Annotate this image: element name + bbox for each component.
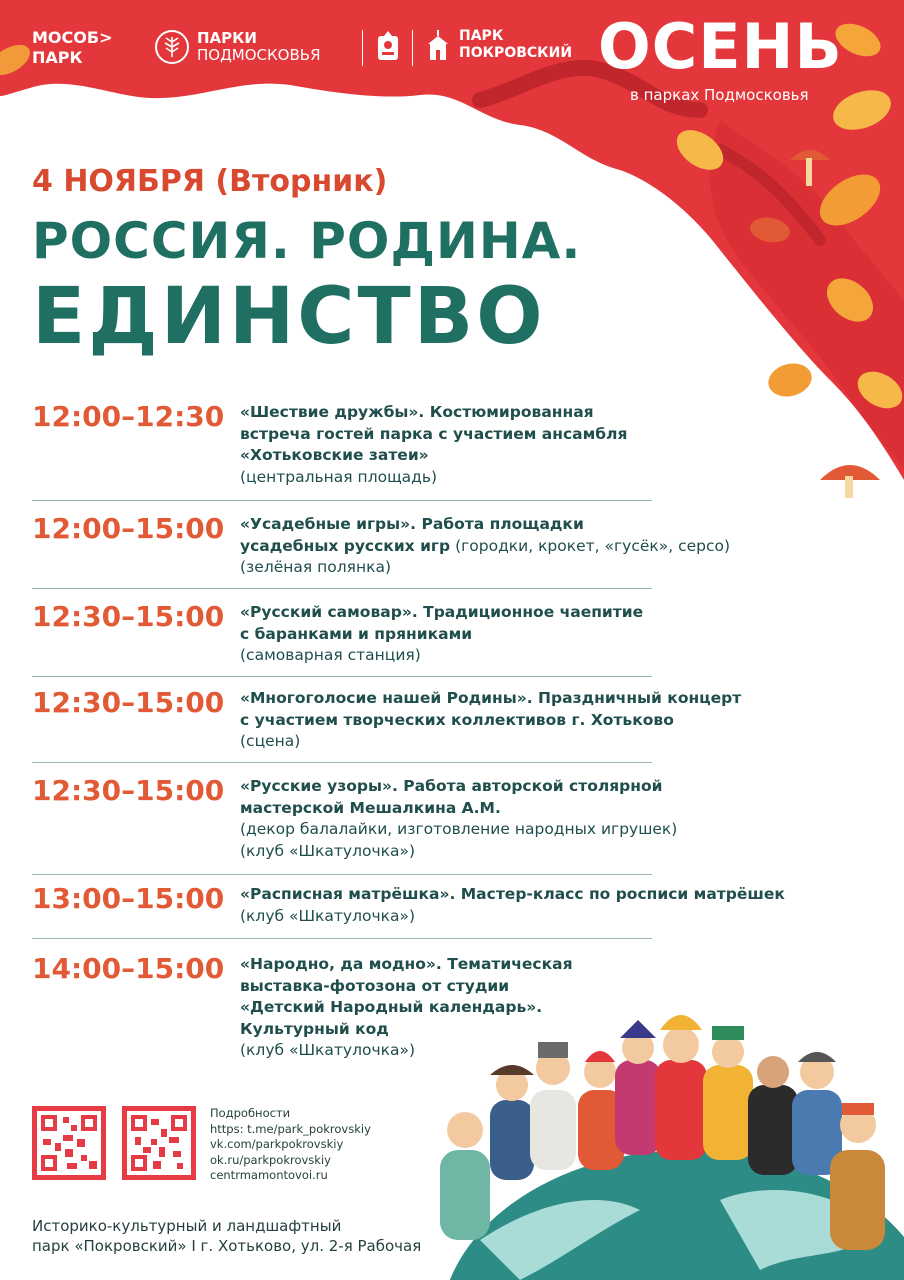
schedule-line: «Хотьковские затеи» [240, 446, 429, 464]
schedule-time: 14:00–15:00 [32, 952, 225, 985]
links-title: Подробности [210, 1106, 291, 1120]
event-date: 4 НОЯБРЯ (Вторник) [32, 164, 388, 199]
mosobpark-logo[interactable] [32, 28, 112, 68]
schedule-line: усадебных русских игр (городки, крокет, «гусёк», серсо) [240, 536, 731, 555]
schedule-line: (самоварная станция) [240, 646, 421, 664]
schedule-description [240, 688, 830, 753]
pokrov-logo-line1: ПАРК [459, 28, 504, 44]
schedule-line: «Расписная матрёшка». Мастер-класс по росписи матрёшек [240, 885, 785, 903]
logo-separator [362, 30, 363, 66]
schedule-line: мастерской Мешалкина А.М. [240, 798, 501, 817]
link-telegram[interactable]: https: t.me/park_pokrovskiy [210, 1121, 371, 1136]
pokrov-logo-line2: ПОКРОВСКИЙ [459, 45, 573, 61]
schedule-description [240, 884, 830, 927]
schedule-divider [32, 676, 652, 677]
mosobpark-logo-line2: ПАРК [32, 48, 83, 67]
schedule-description [240, 954, 830, 1062]
schedule-description [240, 514, 830, 579]
schedule-divider [32, 588, 652, 589]
schedule-divider [32, 500, 652, 501]
schedule-description [240, 776, 830, 862]
schedule-line: выставка-фотозона от студии [240, 976, 510, 995]
schedule-line: «Шествие дружбы». Костюмированная [240, 403, 594, 421]
parks-emblem-icon [155, 30, 189, 64]
schedule-line: (декор балалайки, изготовление народных игрушек) [240, 820, 678, 838]
park-address [32, 1216, 421, 1256]
logo-separator [412, 30, 413, 66]
season-subtitle: в парках Подмосковья [630, 86, 809, 104]
schedule-line: с участием творческих коллективов г. Хотьково [240, 710, 674, 729]
schedule-line: «Русский самовар». Традиционное чаепитие [240, 603, 644, 621]
header [0, 0, 904, 110]
schedule-line: «Народно, да модно». Тематическая [240, 955, 573, 973]
schedule-line: (центральная площадь) [240, 467, 438, 486]
schedule-time: 12:30–15:00 [32, 686, 225, 719]
schedule-line: встреча гостей парка с участием ансамбля [240, 424, 628, 443]
schedule-line: «Многоголосие нашей Родины». Праздничный концерт [240, 689, 742, 707]
schedule-line: (сцена) [240, 732, 301, 750]
link-website[interactable]: centrmamontovoi.ru [210, 1168, 328, 1182]
schedule-time: 12:30–15:00 [32, 600, 225, 633]
schedule-line: «Детский Народный календарь». [240, 998, 543, 1016]
schedule-divider [32, 762, 652, 763]
season-logo [598, 10, 878, 104]
parki-podmoskovya-logo[interactable] [155, 30, 321, 64]
qr-code-icon[interactable] [32, 1106, 106, 1180]
schedule-description [240, 402, 830, 488]
schedule-line: (зелёная полянка) [240, 558, 392, 576]
link-ok[interactable]: ok.ru/parkpokrovskiy [210, 1152, 331, 1167]
parki-logo-line1: ПАРКИ [197, 29, 257, 47]
schedule-line: Культурный код [240, 1019, 389, 1038]
schedule-time: 12:00–12:30 [32, 400, 225, 433]
schedule-line: (клуб «Шкатулочка») [240, 841, 416, 860]
mosobpark-logo-line1: МОСОБ> [32, 28, 113, 47]
schedule-description [240, 602, 830, 667]
schedule-time: 12:30–15:00 [32, 774, 225, 807]
estate-house-icon [425, 28, 451, 62]
schedule-time: 12:00–15:00 [32, 512, 225, 545]
schedule-divider [32, 938, 652, 939]
address-line2: парк «Покровский» I г. Хотьково, ул. 2-я Рабочая [32, 1237, 422, 1255]
schedule-line: «Усадебные игры». Работа площадки [240, 515, 584, 533]
season-title: ОСЕНЬ [598, 10, 843, 83]
qr-code-icon[interactable] [122, 1106, 196, 1180]
schedule-line: (клуб «Шкатулочка») [240, 906, 416, 925]
address-line1: Историко-культурный и ландшафтный [32, 1217, 342, 1235]
schedule-line: с баранками и пряниками [240, 624, 473, 643]
schedule-time: 13:00–15:00 [32, 882, 225, 915]
schedule-line: (клуб «Шкатулочка») [240, 1041, 416, 1059]
event-title-line2: ЕДИНСТВО [32, 272, 546, 362]
coat-of-arms-icon [376, 30, 400, 64]
parki-logo-line2: ПОДМОСКОВЬЯ [197, 46, 321, 64]
schedule-divider [32, 874, 652, 875]
event-title-line1: РОССИЯ. РОДИНА. [32, 212, 582, 270]
schedule-line: «Русские узоры». Работа авторской столярной [240, 777, 663, 795]
details-links [210, 1106, 371, 1184]
link-vk[interactable]: vk.com/parkpokrovskiy [210, 1137, 344, 1151]
park-pokrovskiy-logo[interactable] [425, 28, 572, 62]
